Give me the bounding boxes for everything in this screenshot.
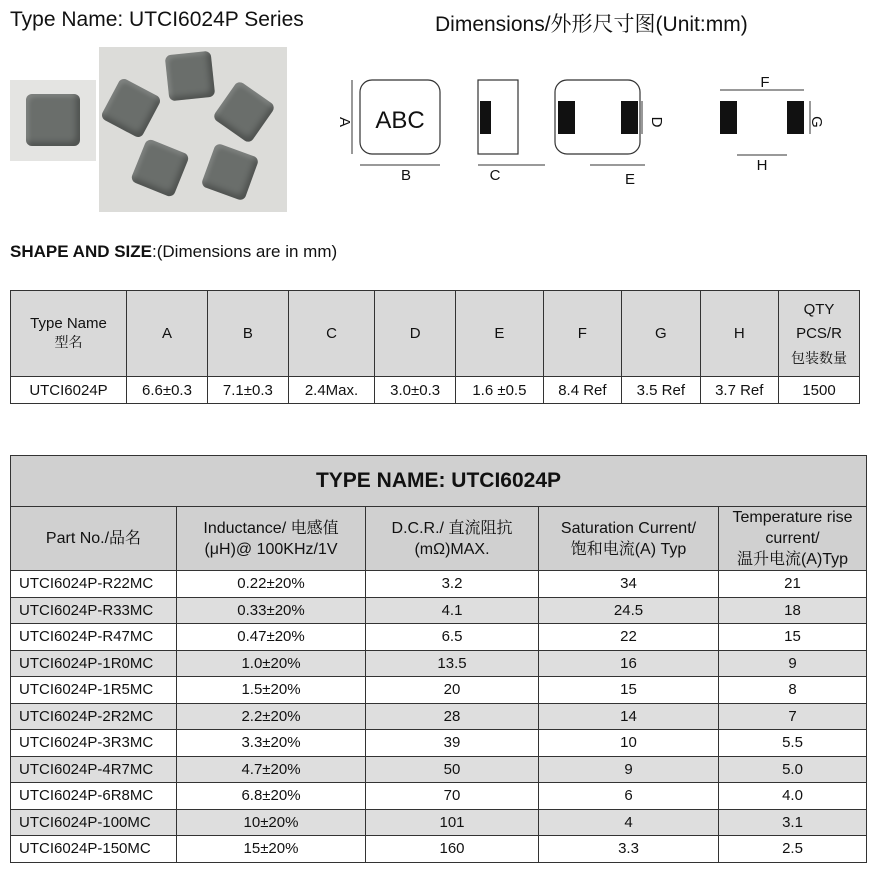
header-inductance	[177, 507, 366, 571]
inductance-cell: 1.5±20%	[177, 677, 366, 704]
temperature-unit: 温升电流(A)Typ	[736, 551, 849, 568]
table-row	[11, 783, 867, 810]
part-number-cell: UTCI6024P-1R0MC	[11, 650, 177, 677]
size-table-row	[11, 377, 860, 404]
table-row	[11, 836, 867, 863]
part-number-cell: UTCI6024P-6R8MC	[11, 783, 177, 810]
temperature-cell: 15	[719, 624, 867, 651]
inductance-cell: 2.2±20%	[177, 703, 366, 730]
dcr-cell: 39	[366, 730, 539, 757]
value-h: 3.7 Ref	[700, 377, 778, 404]
inductor-core	[100, 77, 162, 139]
saturation-cell: 10	[539, 730, 719, 757]
table-row	[11, 703, 867, 730]
dimensions-title: Dimensions/外形尺寸图(Unit:mm)	[435, 13, 748, 36]
inductance-cell: 0.22±20%	[177, 571, 366, 598]
pcs-label: PCS/R	[796, 324, 842, 342]
part-number-cell: UTCI6024P-150MC	[11, 836, 177, 863]
temperature-cell: 18	[719, 597, 867, 624]
dcr-cell: 28	[366, 703, 539, 730]
dcr-label: D.C.R./ 直流阻抗	[391, 519, 513, 537]
inductance-unit: (μH)@ 100KHz/1V	[204, 540, 338, 558]
size-table-header	[11, 291, 860, 377]
side-terminal	[480, 101, 491, 134]
temperature-cell: 21	[719, 571, 867, 598]
bottom-terminal-right	[621, 101, 638, 134]
table-row	[11, 756, 867, 783]
part-number-cell: UTCI6024P-1R5MC	[11, 677, 177, 704]
saturation-cell: 6	[539, 783, 719, 810]
size-table	[10, 290, 860, 404]
dcr-cell: 50	[366, 756, 539, 783]
inductor-core	[201, 143, 260, 202]
type-name-en: Type Name	[30, 315, 107, 332]
part-number-cell: UTCI6024P-R47MC	[11, 624, 177, 651]
shape-size-heading	[10, 242, 337, 262]
table-row	[11, 809, 867, 836]
header-c: C	[288, 291, 374, 377]
header-saturation	[539, 507, 719, 571]
part-table	[10, 455, 867, 863]
temperature-cell: 3.1	[719, 809, 867, 836]
part-table-body	[11, 571, 867, 863]
value-d: 3.0±0.3	[375, 377, 456, 404]
inductance-cell: 4.7±20%	[177, 756, 366, 783]
dim-label-g: G	[808, 116, 825, 128]
inductance-cell: 15±20%	[177, 836, 366, 863]
temperature-cell: 5.5	[719, 730, 867, 757]
header-h: H	[700, 291, 778, 377]
dim-label-b: B	[400, 167, 412, 184]
inductor-core	[212, 80, 276, 144]
value-c: 2.4Max.	[288, 377, 374, 404]
part-number-cell: UTCI6024P-100MC	[11, 809, 177, 836]
inductance-cell: 3.3±20%	[177, 730, 366, 757]
part-table-title: TYPE NAME: UTCI6024P	[11, 456, 867, 507]
shape-heading-rest: :(Dimensions are in mm)	[152, 242, 338, 261]
qty-label: QTY	[803, 300, 835, 318]
value-qty: 1500	[779, 377, 860, 404]
temperature-cell: 5.0	[719, 756, 867, 783]
temperature-cell: 7	[719, 703, 867, 730]
header-qty	[779, 291, 860, 377]
part-number-cell: UTCI6024P-R33MC	[11, 597, 177, 624]
pad-right	[787, 101, 804, 134]
dcr-cell: 3.2	[366, 571, 539, 598]
type-name-title: Type Name: UTCI6024P Series	[10, 8, 304, 31]
inductance-label: Inductance/ 电感值	[203, 519, 339, 537]
header-e: E	[456, 291, 544, 377]
header-a: A	[127, 291, 208, 377]
temperature-cell: 2.5	[719, 836, 867, 863]
value-b: 7.1±0.3	[207, 377, 288, 404]
saturation-unit: 饱和电流(A) Typ	[570, 540, 687, 558]
part-number-cell: UTCI6024P-2R2MC	[11, 703, 177, 730]
dcr-cell: 101	[366, 809, 539, 836]
type-name-cn: 型名	[54, 334, 83, 350]
temperature-label-2: current/	[765, 530, 820, 547]
saturation-cell: 3.3	[539, 836, 719, 863]
table-row	[11, 624, 867, 651]
part-number-cell: UTCI6024P-R22MC	[11, 571, 177, 598]
dim-label-e: E	[624, 171, 636, 188]
dim-label-c: C	[489, 167, 501, 184]
dcr-cell: 20	[366, 677, 539, 704]
dcr-cell: 6.5	[366, 624, 539, 651]
table-row	[11, 597, 867, 624]
inductance-cell: 10±20%	[177, 809, 366, 836]
part-table-header	[11, 507, 867, 571]
dim-label-d: D	[648, 116, 665, 128]
part-number-cell: UTCI6024P-3R3MC	[11, 730, 177, 757]
value-g: 3.5 Ref	[622, 377, 700, 404]
value-e: 1.6 ±0.5	[456, 377, 544, 404]
table-row	[11, 677, 867, 704]
marking-text: ABC	[375, 107, 425, 134]
dcr-cell: 13.5	[366, 650, 539, 677]
dcr-unit: (mΩ)MAX.	[414, 540, 490, 558]
dim-label-f: F	[760, 74, 770, 91]
inductance-cell: 0.33±20%	[177, 597, 366, 624]
pad-left	[720, 101, 737, 134]
part-table-title-row	[11, 456, 867, 507]
saturation-label: Saturation Current/	[560, 519, 697, 537]
product-photo-single	[10, 80, 96, 161]
header-d: D	[375, 291, 456, 377]
header-b: B	[207, 291, 288, 377]
header-dcr	[366, 507, 539, 571]
temperature-cell: 8	[719, 677, 867, 704]
inductance-cell: 1.0±20%	[177, 650, 366, 677]
bottom-terminal-left	[558, 101, 575, 134]
inductor-core	[26, 94, 80, 146]
dim-label-a: A	[336, 116, 353, 128]
dcr-cell: 160	[366, 836, 539, 863]
saturation-cell: 9	[539, 756, 719, 783]
row-type-name: UTCI6024P	[11, 377, 127, 404]
dim-label-h: H	[756, 157, 768, 174]
dimension-diagram	[330, 60, 850, 195]
saturation-cell: 15	[539, 677, 719, 704]
part-number-cell: UTCI6024P-4R7MC	[11, 756, 177, 783]
inductance-cell: 6.8±20%	[177, 783, 366, 810]
saturation-cell: 22	[539, 624, 719, 651]
header-g: G	[622, 291, 700, 377]
qty-cn-label: 包装数量	[791, 349, 847, 366]
inductance-cell: 0.47±20%	[177, 624, 366, 651]
saturation-cell: 24.5	[539, 597, 719, 624]
saturation-cell: 14	[539, 703, 719, 730]
inductor-core	[165, 51, 216, 102]
dcr-cell: 70	[366, 783, 539, 810]
temperature-cell: 9	[719, 650, 867, 677]
saturation-cell: 34	[539, 571, 719, 598]
value-a: 6.6±0.3	[127, 377, 208, 404]
saturation-cell: 16	[539, 650, 719, 677]
temperature-cell: 4.0	[719, 783, 867, 810]
header-temperature	[719, 507, 867, 571]
temperature-label-1: Temperature rise	[732, 509, 853, 526]
inductor-core	[130, 138, 190, 198]
header-f: F	[543, 291, 621, 377]
table-row	[11, 571, 867, 598]
header-part-no: Part No./品名	[11, 507, 177, 571]
table-row	[11, 650, 867, 677]
saturation-cell: 4	[539, 809, 719, 836]
shape-heading-bold: SHAPE AND SIZE	[10, 242, 153, 261]
value-f: 8.4 Ref	[543, 377, 621, 404]
dcr-cell: 4.1	[366, 597, 539, 624]
header-type-name	[11, 291, 127, 377]
product-photo-group	[99, 47, 287, 212]
table-row	[11, 730, 867, 757]
